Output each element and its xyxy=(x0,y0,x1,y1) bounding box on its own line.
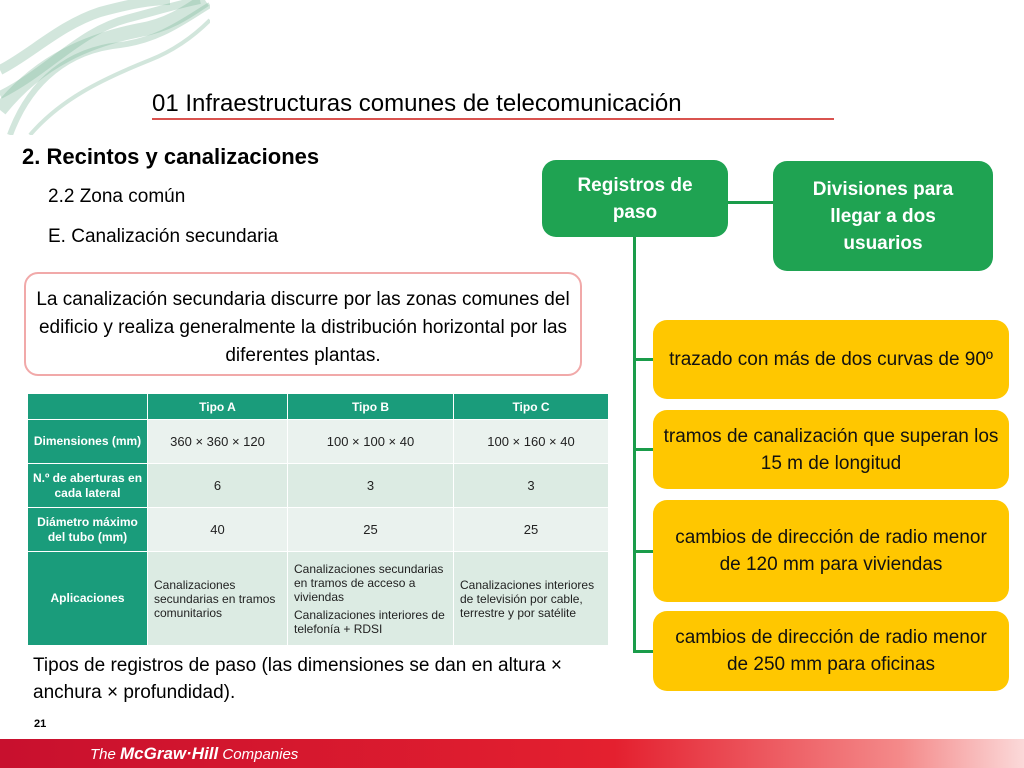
diagram-item-node xyxy=(653,410,1009,489)
table-row xyxy=(28,552,609,646)
table-cell-aplicaciones-c xyxy=(454,552,609,646)
connector-branch-2 xyxy=(633,448,653,451)
table-cell: 100 × 100 × 40 xyxy=(288,420,454,464)
table-cell: 25 xyxy=(454,508,609,552)
diagram-item-node xyxy=(653,500,1009,602)
table-row xyxy=(28,420,609,464)
connector-branch-3 xyxy=(633,550,653,553)
connector-branch-1 xyxy=(633,358,653,361)
callout-text: La canalización secundaria discurre por las zonas comunes del edificio y realiza generalmente la distribución horizontal por las diferentes plantas. xyxy=(36,289,570,366)
logo-name: McGraw·Hill xyxy=(120,744,219,763)
diagram-root-label: Registros de paso xyxy=(577,174,693,223)
connector-branch-4 xyxy=(633,650,653,653)
diagram-item-label: trazado con más de dos curvas de 90º xyxy=(669,349,993,370)
table-cell: 6 xyxy=(148,464,288,508)
diagram-root-node xyxy=(542,160,728,237)
page-number: 21 xyxy=(34,718,47,730)
table-cell: 360 × 360 × 120 xyxy=(148,420,288,464)
table-header-corner xyxy=(28,394,148,420)
application-text: Canalizaciones interiores de telefonía + RDSI xyxy=(294,607,445,636)
row-label-diametro: Diámetro máximo del tubo (mm) xyxy=(28,508,148,552)
table-cell-aplicaciones-b xyxy=(288,552,454,646)
table-header-tipo-a: Tipo A xyxy=(148,394,288,420)
table-cell: 3 xyxy=(454,464,609,508)
table-header-row xyxy=(28,394,609,420)
application-text: Canalizaciones interiores de televisión por cable, terrestre y por satélite xyxy=(460,577,595,620)
row-label-aberturas: N.º de aberturas en cada lateral xyxy=(28,464,148,508)
diagram-side-label: Divisiones para llegar a dos usuarios xyxy=(812,178,954,254)
table-cell: 100 × 160 × 40 xyxy=(454,420,609,464)
table-cell: 3 xyxy=(288,464,454,508)
diagram-item-label: cambios de dirección de radio menor de 250 mm para oficinas xyxy=(675,627,987,675)
table-caption: Tipos de registros de paso (las dimensiones se dan en altura × anchura × profundidad). xyxy=(33,655,562,703)
publisher-logo xyxy=(90,744,298,764)
diagram-side-node xyxy=(773,161,993,271)
slide-title: 01 Infraestructuras comunes de telecomunicación xyxy=(152,90,682,117)
connector-root-side xyxy=(728,201,774,204)
registros-table xyxy=(27,393,609,646)
application-text: Canalizaciones secundarias en tramos de acceso a viviendas xyxy=(294,561,444,604)
connector-trunk xyxy=(633,236,636,652)
table-cell-aplicaciones-a xyxy=(148,552,288,646)
row-label-dimensiones: Dimensiones (mm) xyxy=(28,420,148,464)
diagram-item-node xyxy=(653,320,1009,399)
application-text: Canalizaciones secundarias en tramos comunitarios xyxy=(154,577,276,620)
logo-suffix: Companies xyxy=(218,746,299,763)
table-header-tipo-b: Tipo B xyxy=(288,394,454,420)
table-row xyxy=(28,464,609,508)
row-label-aplicaciones: Aplicaciones xyxy=(28,552,148,646)
table-cell: 40 xyxy=(148,508,288,552)
footer-bar xyxy=(0,739,1024,768)
logo-prefix: The xyxy=(90,746,121,763)
subsection-heading: 2.2 Zona común xyxy=(48,186,186,207)
diagram-item-label: tramos de canalización que superan los 15 m de longitud xyxy=(663,425,999,474)
subsubsection-heading: E. Canalización secundaria xyxy=(48,226,279,247)
diagram-item-node xyxy=(653,611,1009,691)
section-heading: 2. Recintos y canalizaciones xyxy=(22,144,320,169)
definition-callout xyxy=(24,272,582,376)
table-row xyxy=(28,508,609,552)
table-header-tipo-c: Tipo C xyxy=(454,394,609,420)
diagram-item-label: cambios de dirección de radio menor de 120 mm para viviendas xyxy=(675,527,987,575)
table-cell: 25 xyxy=(288,508,454,552)
title-underline xyxy=(152,118,834,120)
